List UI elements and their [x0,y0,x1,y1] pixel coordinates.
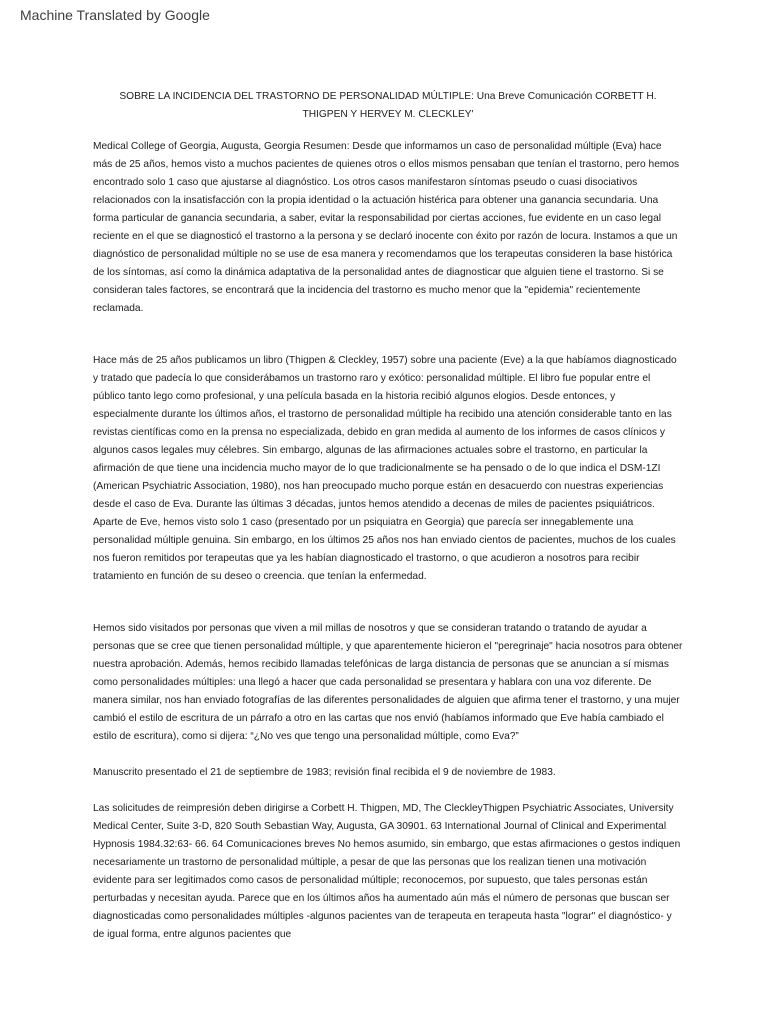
body-paragraph-1: Hace más de 25 años publicamos un libro (Thigpen & Cleckley, 1957) sobre una paciente (Eve) a la que habíamos diagnosticado y tratado que padecía lo que considerábamos un trastorno raro y exótico: personalidad múltiple. El libro fue popular entre el público tanto lego como profesional, y una película basada en la historia recibió algunos elogios. Desde entonces, y especialmente durante los últimos años, el trastorno de personalidad múltiple ha recibido una atención considerable tanto en las revistas científicas como en la prensa no especializada, debido en gran medida al aumento de los informes de casos clínicos y algunos casos legales muy célebres. Sin embargo, algunas de las afirmaciones actuales sobre el trastorno, en particular la afirmación de que tiene una incidencia mucho mayor de lo que tradicionalmente se ha pensado o de lo que indica el DSM-1ZI (American Psychiatric Association, 1980), nos han preocupado mucho porque están en desacuerdo con nuestras experiencias desde el caso de Eva. Durante las últimas 3 décadas, juntos hemos atendido a decenas de miles de pacientes psiquiátricos. Aparte de Eve, hemos visto solo 1 caso (presentado por un psiquiatra en Georgia) que parecía ser innegablemente una personalidad múltiple genuina. Sin embargo, en los últimos 25 años nos han enviado cientos de pacientes, muchos de los cuales nos fueron remitidos por terapeutas que ya les habían diagnosticado el trastorno, o que acudieron a nosotros para recibir tratamiento en función de su deseo o creencia. que tenían la enfermedad. [93,355,677,582]
document-page [93,88,683,944]
document-title: SOBRE LA INCIDENCIA DEL TRASTORNO DE PERSONALIDAD MÚLTIPLE: Una Breve Comunicación CORBETT H. THIGPEN Y HERVEY M. CLECKLEY' [119,91,657,120]
abstract-paragraph: Medical College of Georgia, Augusta, Georgia Resumen: Desde que informamos un caso de personalidad múltiple (Eva) hace más de 25 años, hemos visto a muchos pacientes de quienes otros o ellos mismos pensaban que tenían el trastorno, pero hemos encontrado solo 1 caso que ajustarse al diagnóstico. Los otros casos manifestaron síntomas pseudo o cuasi disociativos relacionados con la insatisfacción con la propia identidad o la actuación histérica para obtener una ganancia secundaria. Una forma particular de ganancia secundaria, a saber, evitar la responsabilidad por ciertas acciones, fue evidente en un caso legal reciente en el que se diagnosticó el trastorno a la persona y se declaró inocente con éxito por razón de locura. Instamos a que un diagnóstico de personalidad múltiple no se use de esa manera y recomendamos que los terapeutas consideren la base histórica de los síntomas, así como la dinámica adaptativa de la personalidad antes de diagnosticar que alguien tiene el trastorno. Si se consideran tales factores, se encontrará que la incidencia del trastorno es mucho menor que la "epidemia" recientemente reclamada. [93,141,680,314]
machine-translation-banner: Machine Translated by Google [20,7,210,23]
body-paragraph-2: Hemos sido visitados por personas que viven a mil millas de nosotros y que se consideran tratando o tratando de ayudar a personas que se cree que tienen personalidad múltiple, y que aparentemente hicieron el "peregrinaje" hacia nosotros para obtener nuestra aprobación. Además, hemos recibido llamadas telefónicas de larga distancia de personas que se anuncian a sí mismas como personalidades múltiples: una llegó a hacer que cada personalidad se presentara y hablara con una voz diferente. De manera similar, nos han enviado fotografías de las diferentes personalidades de alguien que afirma tener el trastorno, y una mujer cambió el estilo de escritura de un párrafo a otro en las cartas que nos envió (habíamos informado que Eve había cambiado el estilo de escritura), como si dijera: “¿No ves que tengo una personalidad múltiple, como Eva?” [93,623,683,742]
manuscript-note: Manuscrito presentado el 21 de septiembre de 1983; revisión final recibida el 9 de noviembre de 1983. [93,767,556,778]
reprint-paragraph: Las solicitudes de reimpresión deben dirigirse a Corbett H. Thigpen, MD, The CleckleyThigpen Psychiatric Associates, University Medical Center, Suite 3-D, 820 South Sebastian Way, Augusta, GA 30901. 63 International Journal of Clinical and Experimental Hypnosis 1984.32:63- 66. 64 Comunicaciones breves No hemos asumido, sin embargo, que estas afirmaciones o gestos indiquen necesariamente un trastorno de personalidad múltiple, a pesar de que las personas que los realizan tienen una motivación evidente para ser legitimados como casos de personalidad múltiple; reconocemos, por supuesto, que tales personas están perturbadas y necesitan ayuda. Parece que en los últimos años ha aumentado aún más el número de personas que buscan ser diagnosticadas como personalidades múltiples -algunos pacientes van de terapeuta en terapeuta hasta "lograr" el diagnóstico- y de igual forma, entre algunos pacientes que [93,803,681,940]
